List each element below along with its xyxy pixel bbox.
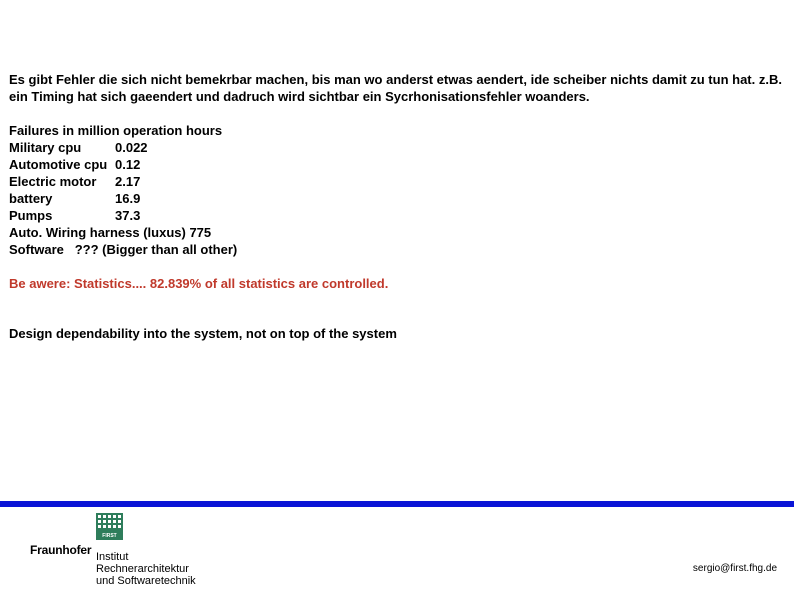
- failure-row: [9, 156, 784, 173]
- wiring-line: Auto. Wiring harness (luxus) 775: [9, 225, 212, 240]
- footer-divider: [0, 501, 794, 507]
- failure-row: [9, 139, 784, 156]
- failure-row: [9, 173, 784, 190]
- software-line: Software ??? (Bigger than all other): [9, 242, 238, 257]
- failure-value: 0.022: [115, 140, 148, 155]
- failure-name: Pumps: [9, 208, 53, 223]
- failure-name: Automotive cpu: [9, 157, 108, 172]
- logo-caption: FIRST: [102, 533, 117, 539]
- fraunhofer-brand: Fraunhofer: [30, 543, 92, 557]
- failure-value: 0.12: [115, 157, 141, 172]
- institute-line: Rechnerarchitektur: [96, 563, 189, 575]
- institute-line: und Softwaretechnik: [96, 575, 196, 587]
- slide-content: [9, 71, 784, 342]
- intro-paragraph: Es gibt Fehler die sich nicht bemekrbar machen, bis man wo anderst etwas aendert, ide scheiber nichts damit zu tun hat. z.B. ein Timing hat sich gaeendert und dadruch wird sichtbar ein Sycrhonisationsfehler woanders.: [9, 72, 786, 104]
- institute-name: [96, 551, 196, 587]
- failure-value: 2.17: [115, 174, 141, 189]
- failures-list: [9, 122, 784, 258]
- failure-row: [9, 190, 784, 207]
- failure-name: Military cpu: [9, 140, 82, 155]
- failure-row: [9, 207, 784, 224]
- fraunhofer-first-logo-icon: [96, 513, 123, 545]
- failures-heading: Failures in million operation hours: [9, 123, 223, 138]
- failure-value: 37.3: [115, 208, 141, 223]
- institute-line: Institut: [96, 551, 129, 563]
- failure-name: battery: [9, 191, 53, 206]
- failure-name: Electric motor: [9, 174, 97, 189]
- statistics-warning: Be awere: Statistics.... 82.839% of all statistics are controlled.: [9, 276, 389, 291]
- design-statement: Design dependability into the system, not on top of the system: [9, 326, 397, 341]
- failure-value: 16.9: [115, 191, 141, 206]
- contact-email[interactable]: sergio@first.fhg.de: [692, 563, 777, 574]
